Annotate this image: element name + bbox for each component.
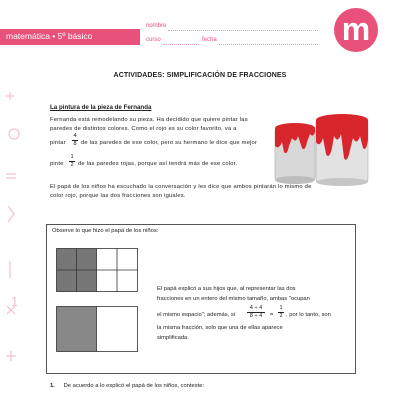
subject-label: matemática • 5º básico: [6, 31, 93, 41]
half-shaded: [57, 307, 97, 352]
grid-cell: [77, 270, 97, 292]
margin-digit: 1: [11, 294, 19, 309]
question-number: 1.: [50, 383, 55, 389]
question-1: [50, 383, 204, 389]
story-line-4-pre: pinte: [50, 161, 64, 167]
fraction-numerator: 1: [70, 154, 74, 160]
explanation-line-3-post: , por lo tanto, son: [286, 312, 331, 318]
fraction-result: [277, 305, 285, 320]
paint-cans-image: [270, 108, 375, 188]
explanation-line-1: El papá explicó a sus hijos que, al representar las dos: [157, 286, 296, 292]
fraction-denominator: 2: [70, 162, 74, 168]
story-line-1: Fernanda está remodelando su pieza. Ha decidido que quiere pintar las: [50, 117, 248, 123]
equals-sign: =: [270, 312, 274, 318]
explanation-line-3-pre: el mismo espacio"; además, si: [157, 312, 236, 318]
page-title: ACTIVIDADES: SIMPLIFICACIÓN DE FRACCIONES: [113, 72, 287, 79]
explanation-line-5: simplificada.: [157, 335, 189, 341]
fraction-four-eighths: [71, 133, 79, 148]
story-heading: La pintura de la pieza de Fernanda: [50, 104, 152, 111]
story-line-6: color rojo, porque las dos fracciones son iguales.: [50, 193, 186, 199]
fraction-numerator: 1: [279, 305, 283, 311]
grid-cell: [57, 249, 77, 271]
box-label: Observe lo que hizo el papá de los niños:: [52, 228, 159, 234]
fraction-denominator: 8 ÷ 4: [249, 313, 263, 319]
fraction-denominator: 2: [279, 313, 283, 319]
fraction-one-half: [68, 154, 76, 169]
fraction-division: [246, 305, 266, 320]
fraction-numerator: 4: [73, 133, 77, 139]
grid-cell: [57, 270, 77, 292]
margin-decoration: [0, 56, 28, 400]
story-line-3-pre: pintar: [50, 140, 66, 146]
square-one-half: [56, 306, 138, 352]
grid-four-eighths: [56, 248, 138, 292]
paint-can-front: [316, 114, 368, 186]
question-text: De acuerdo a lo explicó el papá de los niños, conteste:: [63, 383, 205, 389]
fraction-numerator: 4 ÷ 4: [249, 305, 263, 311]
paint-can-back: [275, 123, 315, 184]
explanation-line-2: fracciones en un entero del mismo tamaño, ambas "ocupan: [157, 296, 310, 302]
date-line: [219, 44, 318, 45]
name-label: nombre: [146, 23, 167, 29]
story-line-2: paredes de distintos colores. Como el rojo es su color favorito, va a: [50, 126, 237, 132]
logo-icon: m: [334, 8, 378, 52]
story-line-4-post: de las paredes rojas, porque así tendrá más de ese color.: [78, 161, 238, 167]
explanation-line-4: la misma fracción, solo que una de ellas aparece: [157, 325, 283, 331]
story-line-3-post: de las paredes de ese color, pero su hermano le dice que mejor: [81, 140, 258, 146]
course-line: [163, 44, 199, 45]
course-label: curso: [146, 37, 161, 43]
name-line: [168, 30, 318, 31]
fraction-denominator: 8: [73, 141, 77, 147]
date-label: fecha: [202, 37, 217, 43]
grid-cell: [77, 249, 97, 271]
story-line-5: El papá de los niños ha escuchado la conversación y les dice que ambos pintarán lo mismo de: [50, 184, 312, 190]
